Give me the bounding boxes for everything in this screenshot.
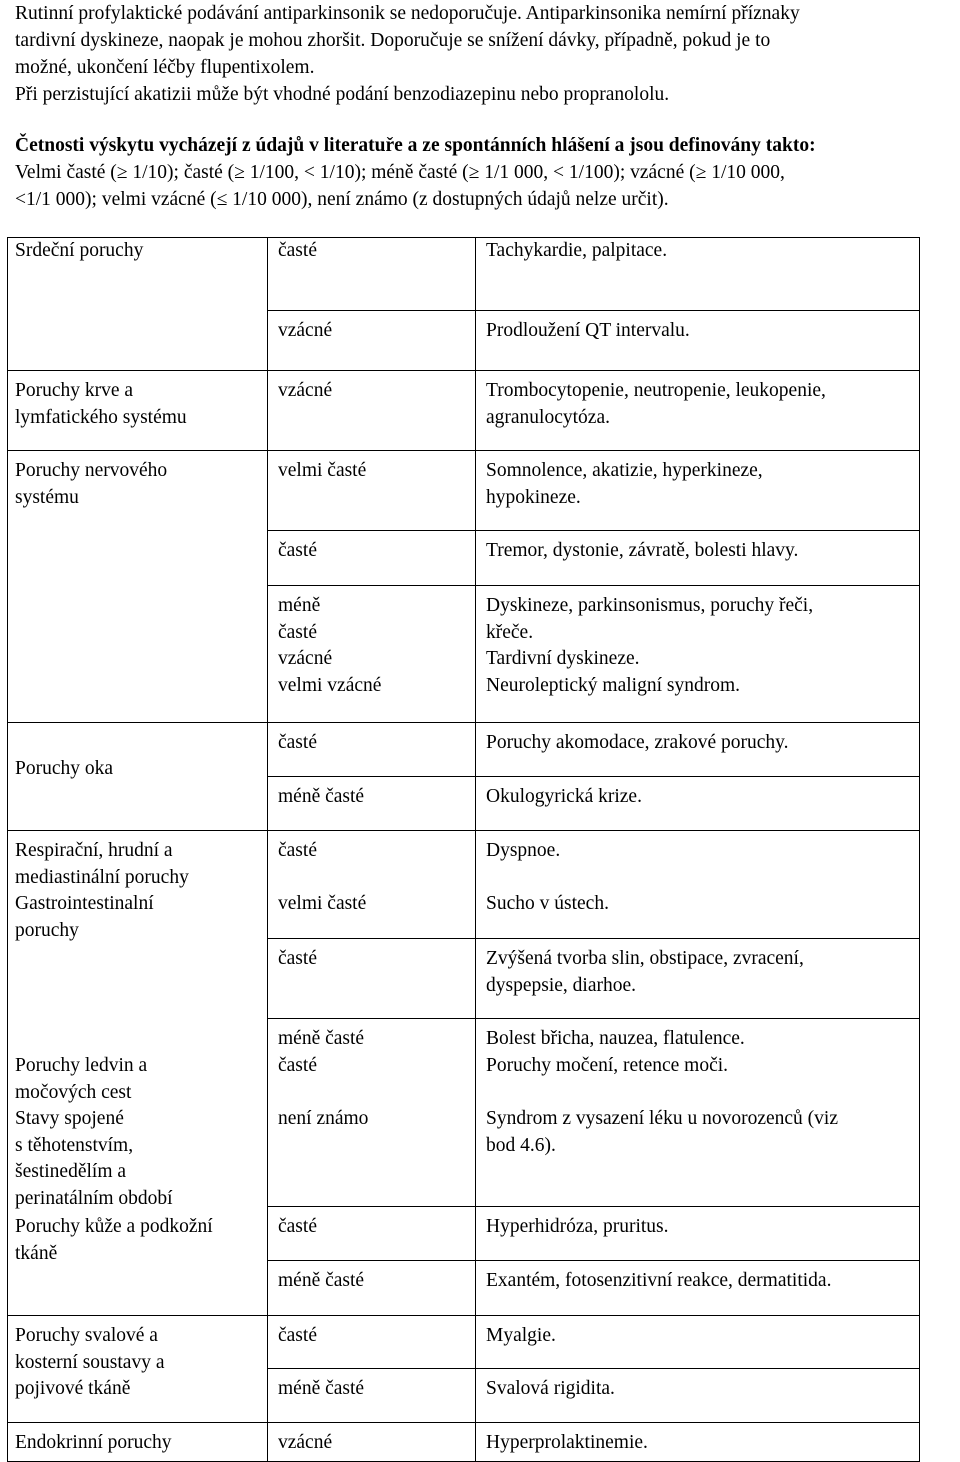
frequency-cell: časté <box>278 948 317 969</box>
organ-cell: Poruchy ledvin a močových cest <box>15 1055 148 1103</box>
frequency-cell: není známo <box>278 1108 369 1129</box>
effect-cell: Zvýšená tvorba slin, obstipace, zvracení, dyspepsie, diarhoe. <box>486 948 804 996</box>
frequency-cell: časté <box>278 540 317 561</box>
effect-cell: Prodloužení QT intervalu. <box>486 320 690 341</box>
frequency-cell: méně časté vzácné velmi vzácné <box>278 595 382 696</box>
intro-line: Při perzistující akatizii může být vhodné podání benzodiazepinu nebo propranololu. <box>15 84 670 105</box>
frequency-cell: vzácné <box>278 380 333 401</box>
organ-cell: Srdeční poruchy <box>15 240 144 261</box>
row-divider <box>267 1260 920 1261</box>
row-divider <box>267 1368 920 1369</box>
frequency-cell: velmi časté <box>278 893 367 914</box>
frequency-cell: časté <box>278 732 317 753</box>
frequency-heading: Četnosti výskytu vycházejí z údajů v literatuře a ze spontánních hlášení a jsou definovány takto: <box>15 135 816 156</box>
frequency-cell: časté <box>278 1216 317 1237</box>
row-divider <box>7 1315 268 1316</box>
effect-cell: Hyperprolaktinemie. <box>486 1432 648 1453</box>
row-divider <box>267 722 920 723</box>
effect-cell: Tachykardie, palpitace. <box>486 240 668 261</box>
organ-cell: Stavy spojené s těhotenstvím, šestinedělím a perinatálním období <box>15 1108 173 1209</box>
organ-cell: Poruchy nervového systému <box>15 460 168 508</box>
row-divider <box>267 776 920 777</box>
effect-cell: Sucho v ústech. <box>486 893 609 914</box>
effect-cell: Hyperhidróza, pruritus. <box>486 1216 669 1237</box>
row-divider <box>267 585 920 586</box>
frequency-cell: méně časté <box>278 1270 365 1291</box>
frequency-cell: vzácné <box>278 1432 333 1453</box>
row-divider <box>7 370 268 371</box>
frequency-cell: časté <box>278 1325 317 1346</box>
frequency-line: Velmi časté (≥ 1/10); časté (≥ 1/100, < 1/10); méně časté (≥ 1/1 000, < 1/100); vzácné (≥ 1/10 000, <box>15 162 785 183</box>
organ-cell: Poruchy svalové a kosterní soustavy a pojivové tkáně <box>15 1325 165 1399</box>
effect-cell: Syndrom z vysazení léku u novorozenců (viz bod 4.6). <box>486 1108 838 1156</box>
row-divider <box>267 938 920 939</box>
effect-cell: Dyskineze, parkinsonismus, poruchy řeči, křeče. Tardivní dyskineze. Neuroleptický maligní syndrom. <box>486 595 814 696</box>
effect-cell: Trombocytopenie, neutropenie, leukopenie, agranulocytóza. <box>486 380 826 428</box>
organ-cell: Poruchy krve a lymfatického systému <box>15 380 187 428</box>
frequency-cell: časté <box>278 840 317 861</box>
frequency-cell: časté <box>278 1055 317 1076</box>
row-divider <box>267 1206 920 1207</box>
frequency-cell: méně časté <box>278 1028 365 1049</box>
row-divider <box>267 1315 920 1316</box>
effect-cell: Somnolence, akatizie, hyperkineze, hypokineze. <box>486 460 763 508</box>
row-divider <box>7 722 268 723</box>
row-divider <box>267 1018 920 1019</box>
intro-line: tardivní dyskineze, naopak je mohou zhoršit. Doporučuje se snížení dávky, případně, pokud je to <box>15 30 771 51</box>
row-divider <box>7 450 268 451</box>
frequency-cell: časté <box>278 240 317 261</box>
row-divider <box>267 530 920 531</box>
frequency-cell: vzácné <box>278 320 333 341</box>
organ-cell: Respirační, hrudní a mediastinální poruchy <box>15 840 189 888</box>
effect-cell: Dyspnoe. <box>486 840 561 861</box>
table-border-left <box>7 237 8 1462</box>
organ-cell: Poruchy oka <box>15 758 114 779</box>
row-divider <box>7 1422 268 1423</box>
effect-cell: Svalová rigidita. <box>486 1378 615 1399</box>
row-divider <box>267 830 920 831</box>
intro-line: možné, ukončení léčby flupentixolem. <box>15 57 315 78</box>
row-divider <box>267 450 920 451</box>
effect-cell: Tremor, dystonie, závratě, bolesti hlavy. <box>486 540 799 561</box>
effect-cell: Myalgie. <box>486 1325 556 1346</box>
frequency-cell: méně časté <box>278 1378 365 1399</box>
row-divider <box>267 1422 920 1423</box>
organ-cell: Endokrinní poruchy <box>15 1432 172 1453</box>
row-divider <box>7 830 268 831</box>
organ-cell: Poruchy kůže a podkožní tkáně <box>15 1216 213 1264</box>
effect-cell: Okulogyrická krize. <box>486 786 642 807</box>
frequency-line: <1/1 000); velmi vzácné (≤ 1/10 000), není známo (z dostupných údajů nelze určit). <box>15 189 669 210</box>
row-divider <box>267 310 920 311</box>
organ-cell: Gastrointestinalní poruchy <box>15 893 154 941</box>
intro-line: Rutinní profylaktické podávání antiparkinsonik se nedoporučuje. Antiparkinsonika nemírní příznaky <box>15 3 800 24</box>
effect-cell: Poruchy močení, retence moči. <box>486 1055 729 1076</box>
effect-cell: Bolest břicha, nauzea, flatulence. <box>486 1028 745 1049</box>
effect-cell: Poruchy akomodace, zrakové poruchy. <box>486 732 789 753</box>
frequency-cell: méně časté <box>278 786 365 807</box>
column-divider <box>267 237 268 1462</box>
frequency-cell: velmi časté <box>278 460 367 481</box>
row-divider <box>267 370 920 371</box>
effect-cell: Exantém, fotosenzitivní reakce, dermatitida. <box>486 1270 832 1291</box>
